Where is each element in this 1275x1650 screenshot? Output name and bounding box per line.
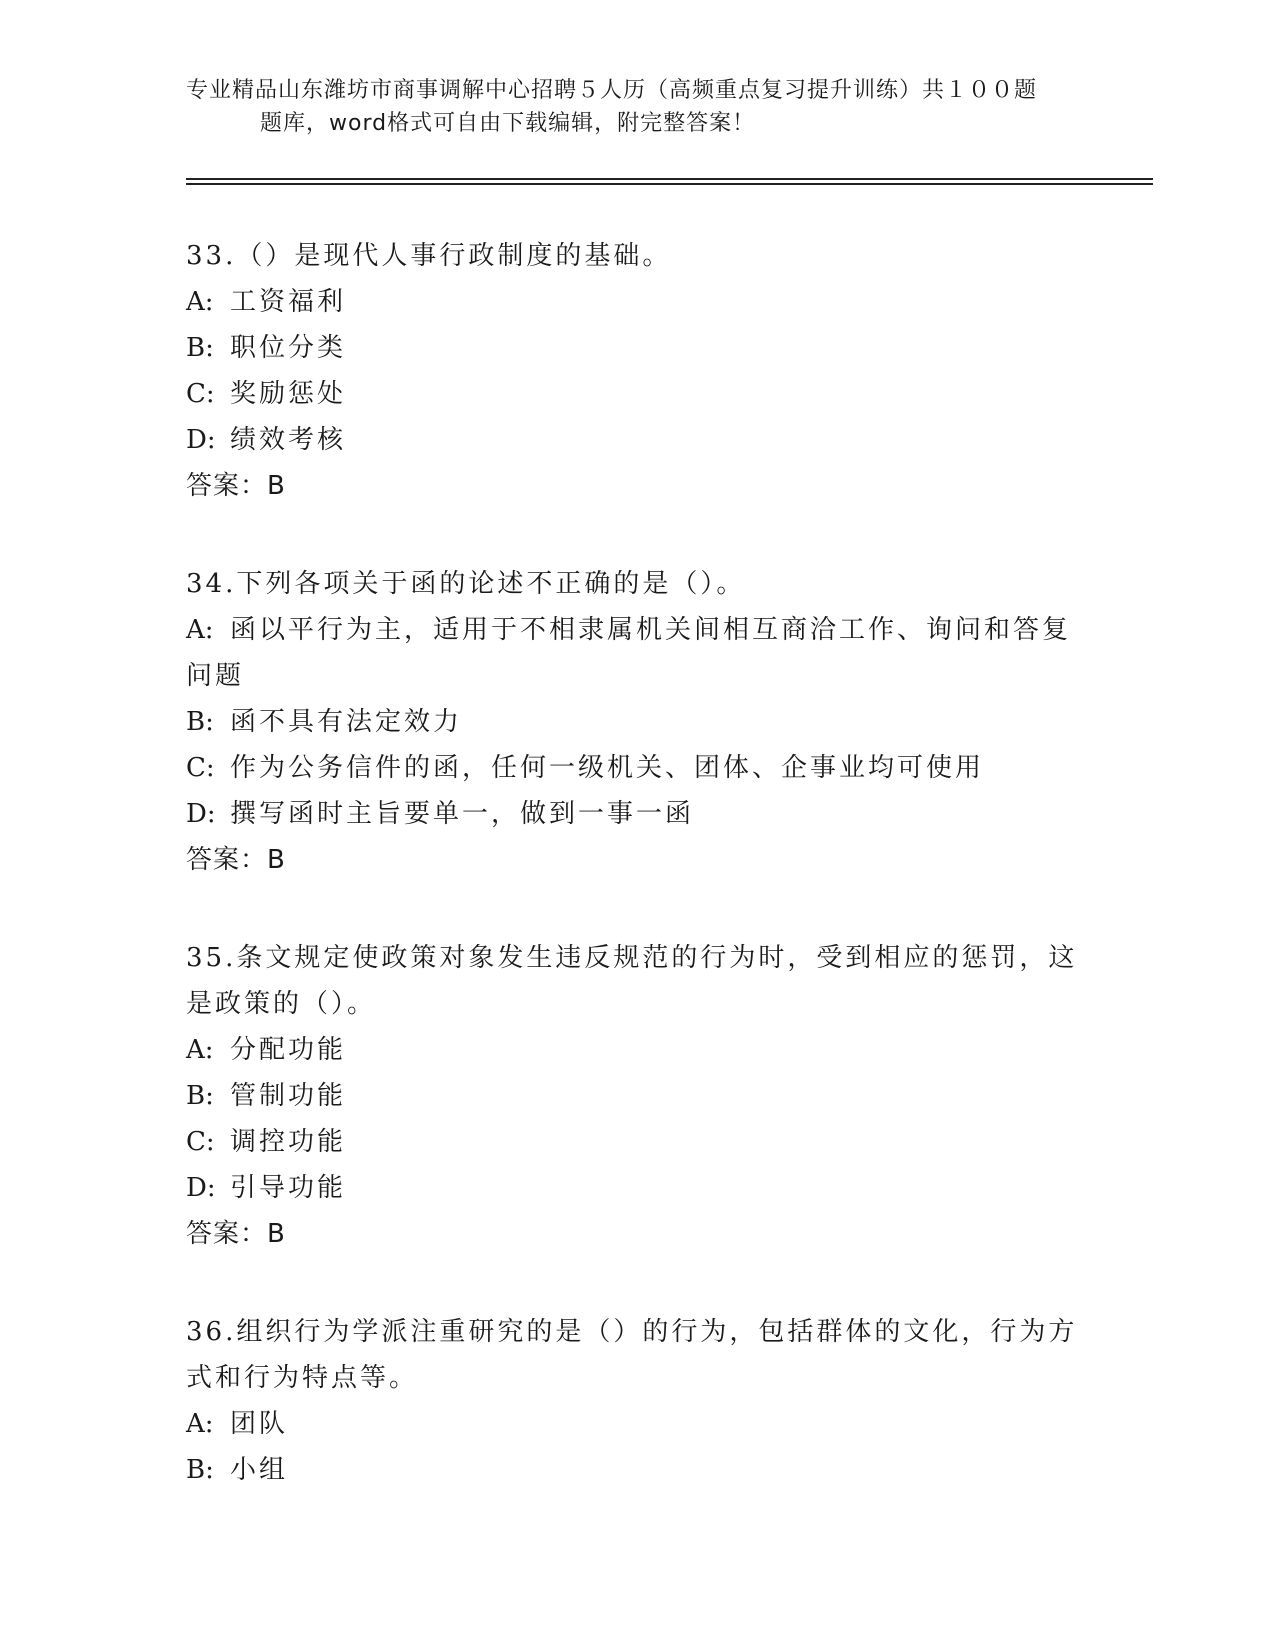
option-text: 职位分类 <box>230 333 347 363</box>
option-text: 奖励惩处 <box>230 379 347 409</box>
option-label: B: <box>186 333 214 363</box>
option-text: 函不具有法定效力 <box>230 707 463 737</box>
option-label: A: <box>186 615 214 645</box>
option-a <box>186 607 1086 653</box>
option-label: D: <box>186 1173 216 1203</box>
option-text: 作为公务信件的函，任何一级机关、团体、企事业均可使用 <box>230 753 985 783</box>
option-d <box>186 417 1086 463</box>
header-rule-top <box>186 178 1153 180</box>
option-text: 小组 <box>230 1455 289 1485</box>
option-b <box>186 1073 1086 1119</box>
option-text: 管制功能 <box>230 1081 347 1111</box>
option-label: A: <box>186 1035 214 1065</box>
question-stem: 33.（）是现代人事行政制度的基础。 <box>186 241 672 271</box>
question-list <box>186 233 1086 1545</box>
option-text: 调控功能 <box>230 1127 347 1157</box>
option-label: C: <box>186 379 215 409</box>
header-rule-bottom <box>186 183 1153 185</box>
option-text: 团队 <box>230 1409 289 1439</box>
question-33 <box>186 233 1086 509</box>
answer-line: 答案：B <box>186 1219 286 1249</box>
option-a-continuation: 问题 <box>186 661 245 691</box>
option-b <box>186 699 1086 745</box>
option-label: B: <box>186 1081 214 1111</box>
option-label: B: <box>186 1455 214 1485</box>
option-label: A: <box>186 287 214 317</box>
option-text: 引导功能 <box>230 1173 347 1203</box>
answer-line: 答案：B <box>186 471 286 501</box>
answer-line: 答案：B <box>186 845 286 875</box>
option-b <box>186 1447 1086 1493</box>
option-c <box>186 371 1086 417</box>
option-text: 工资福利 <box>230 287 347 317</box>
option-b <box>186 325 1086 371</box>
option-a <box>186 1401 1086 1447</box>
header-line-1: 专业精品山东潍坊市商事调解中心招聘５人历（高频重点复习提升训练）共１００题 <box>186 78 1038 103</box>
question-35 <box>186 935 1086 1257</box>
document-header <box>186 74 1086 140</box>
option-a <box>186 1027 1086 1073</box>
question-stem: 34.下列各项关于函的论述不正确的是（）。 <box>186 569 746 599</box>
option-label: C: <box>186 753 215 783</box>
question-stem: 36.组织行为学派注重研究的是（）的行为，包括群体的文化，行为方 <box>186 1317 1078 1347</box>
question-34 <box>186 561 1086 883</box>
option-label: D: <box>186 425 216 455</box>
option-text: 分配功能 <box>230 1035 347 1065</box>
option-text: 绩效考核 <box>230 425 347 455</box>
header-line-2: 题库，word格式可自由下载编辑，附完整答案！ <box>260 111 756 136</box>
option-text: 函以平行为主，适用于不相隶属机关间相互商洽工作、询问和答复 <box>230 615 1072 645</box>
question-36 <box>186 1309 1086 1493</box>
question-stem: 35.条文规定使政策对象发生违反规范的行为时，受到相应的惩罚，这 <box>186 943 1078 973</box>
option-d <box>186 1165 1086 1211</box>
question-stem-continuation: 式和行为特点等。 <box>186 1363 419 1393</box>
option-d <box>186 791 1086 837</box>
option-c <box>186 1119 1086 1165</box>
option-text: 撰写函时主旨要单一，做到一事一函 <box>230 799 695 829</box>
option-c <box>186 745 1086 791</box>
question-stem-continuation: 是政策的（）。 <box>186 989 377 1019</box>
option-label: A: <box>186 1409 214 1439</box>
option-label: C: <box>186 1127 215 1157</box>
option-label: D: <box>186 799 216 829</box>
option-a <box>186 279 1086 325</box>
option-label: B: <box>186 707 214 737</box>
